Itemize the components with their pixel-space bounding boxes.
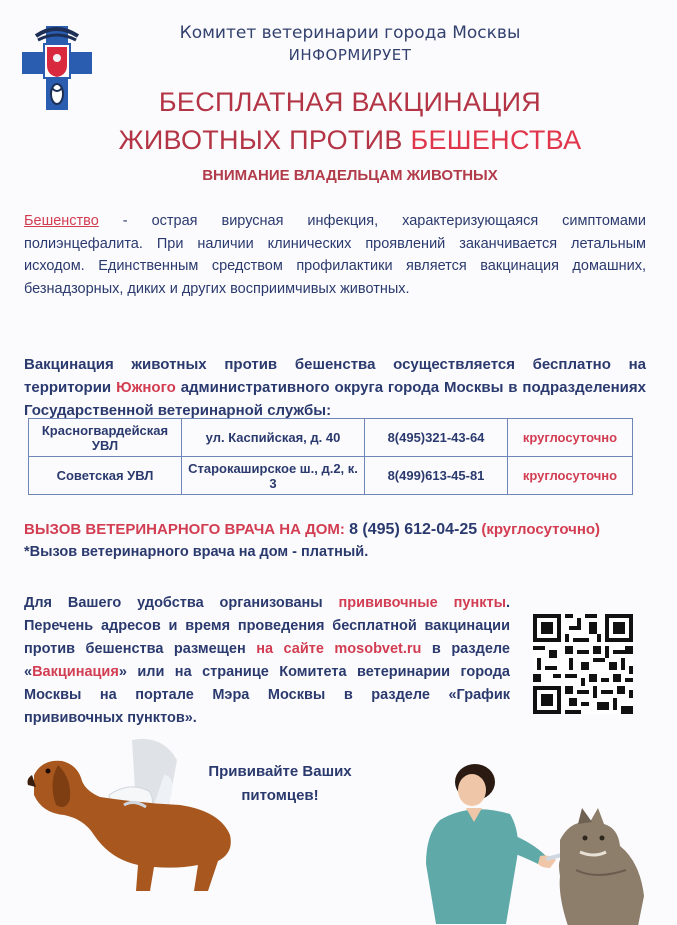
- home-call-line: [24, 521, 664, 539]
- vet-with-cat-image: [380, 760, 670, 925]
- title-line-2-prefix: ЖИВОТНЫХ ПРОТИВ: [118, 125, 411, 155]
- points-text-3: в разделе «: [24, 641, 510, 680]
- clinic-name: Красногвардейская УВЛ: [29, 419, 182, 457]
- district-name: Южного: [116, 379, 176, 396]
- clinic-phone: 8(495)321-43-64: [365, 419, 508, 457]
- table-row: [29, 419, 633, 457]
- vaccination-info: [24, 353, 646, 422]
- points-text-4: » или на странице Комитета ветеринарии города Москвы на портале Мэра Москвы в разделе «График прививочных пунктов».: [24, 664, 510, 726]
- attention-owners: ВНИМАНИЕ ВЛАДЕЛЬЦАМ ЖИВОТНЫХ: [202, 167, 498, 184]
- points-highlight-1: прививочные пункты: [338, 595, 506, 611]
- vaccination-info-part2: административного округа города Москвы в подразделениях Государственной ветеринарной службы:: [24, 379, 646, 419]
- title-line-2: [60, 125, 640, 156]
- title-rabies-highlight: БЕШЕНСТВА: [410, 125, 582, 155]
- clinic-hours: круглосуточно: [508, 457, 633, 495]
- committee-name: Комитет ветеринарии города Москвы: [179, 23, 521, 43]
- home-call-hours: (круглосуточно): [477, 521, 601, 538]
- clinics-table: [28, 418, 633, 495]
- vaccination-section-name: Вакцинация: [32, 664, 119, 680]
- clinic-address: Старокаширское ш., д.2, к. 3: [182, 457, 365, 495]
- informs-label: ИНФОРМИРУЕТ: [288, 46, 412, 64]
- rabies-description: [24, 210, 646, 300]
- dog-vaccination-image: [14, 735, 249, 895]
- slogan-line-1: Прививайте Ваших: [208, 763, 352, 780]
- website-link: на сайте mosobvet.ru: [256, 641, 422, 657]
- vaccination-points-info: [24, 592, 510, 730]
- clinic-hours: круглосуточно: [508, 419, 633, 457]
- clinic-phone: 8(499)613-45-81: [365, 457, 508, 495]
- qr-code: [533, 614, 633, 714]
- rabies-term: Бешенство: [24, 213, 99, 229]
- points-text-2: . Перечень адресов и время проведения бесплатной вакцинации против бешенства размещен: [24, 595, 510, 657]
- table-row: [29, 457, 633, 495]
- title-line-1: БЕСПЛАТНАЯ ВАКЦИНАЦИЯ: [158, 87, 542, 117]
- clinic-name: Советская УВЛ: [29, 457, 182, 495]
- slogan-line-2: питомцев!: [241, 787, 319, 804]
- home-call-label: ВЫЗОВ ВЕТЕРИНАРНОГО ВРАЧА НА ДОМ:: [24, 521, 350, 538]
- clinic-address: ул. Каспийская, д. 40: [182, 419, 365, 457]
- vaccination-info-part1: Вакцинация животных против бешенства осуществляется бесплатно на территории: [24, 356, 646, 396]
- points-text-1: Для Вашего удобства организованы: [24, 595, 339, 611]
- rabies-description-text: - острая вирусная инфекция, характеризующаяся симптомами полиэнцефалита. При наличии клинических проявлений заканчивается летальным исходом. Единственным средством профилактики является вакцинация домашних, безнадзорных, диких и других восприимчивых животных.: [24, 213, 646, 297]
- home-call-phone: 8 (495) 612-04-25: [349, 521, 478, 538]
- paid-note: *Вызов ветеринарного врача на дом - платный.: [24, 544, 369, 560]
